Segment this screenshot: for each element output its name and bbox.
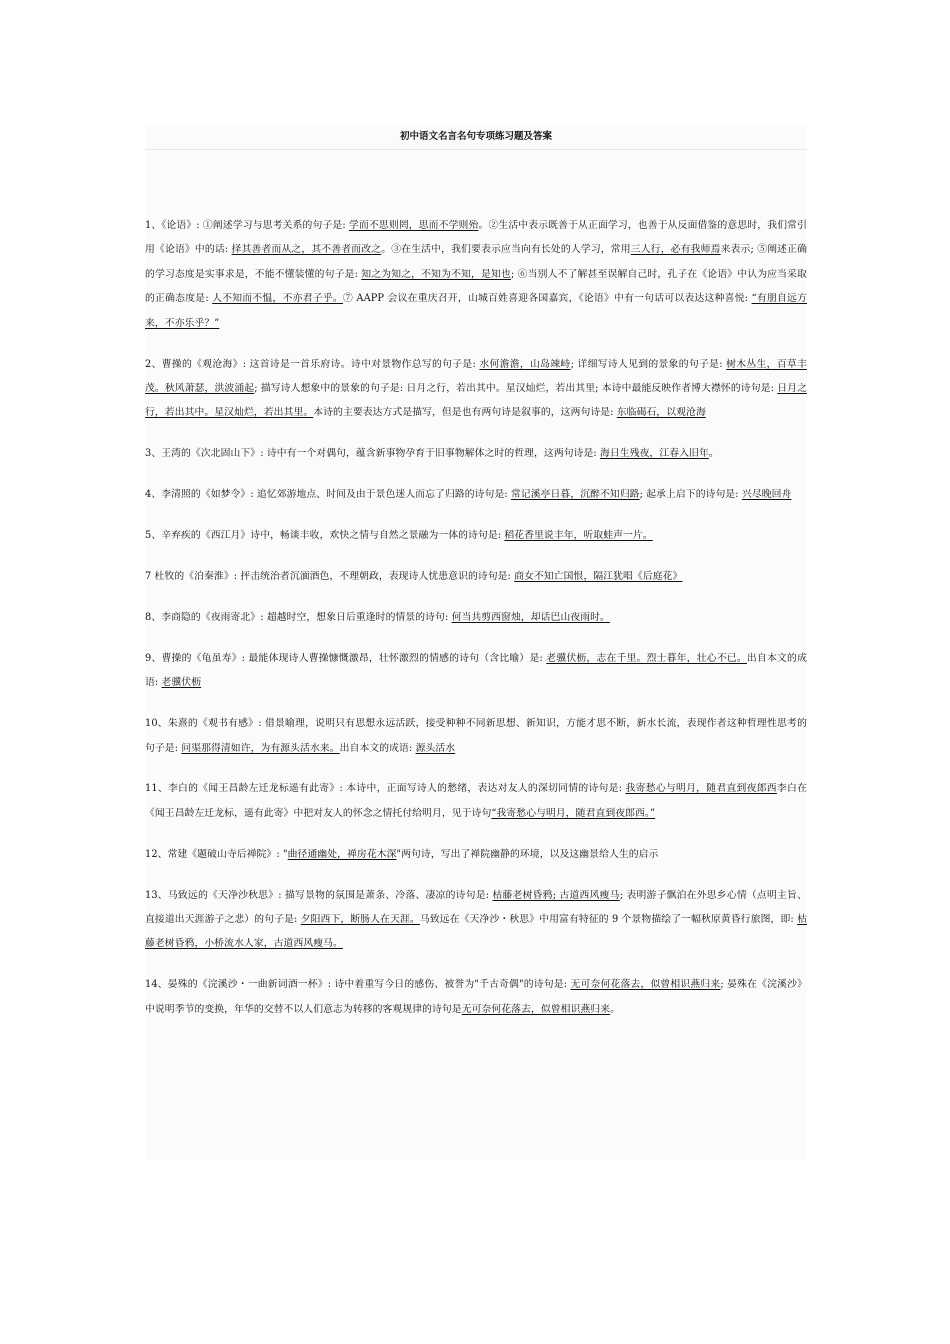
question-text: 。 [610, 1003, 621, 1015]
paragraph-q13 [145, 884, 807, 957]
paragraph-q12 [145, 843, 807, 867]
paragraph-q11 [145, 777, 807, 826]
question-text: 13、马致远的《天净沙秋思》: 描写景物的氛围是萧条、冷落、凄凉的诗句是: [145, 889, 493, 901]
document-page [145, 125, 807, 1160]
answer-text: “有朋自远方来，不亦乐乎？” [145, 293, 808, 329]
question-text: ⑦ AAPP 会议在重庆召开，山城百姓喜迎各国嘉宾，《论语》中有一句话可以表达这种喜悦: [342, 293, 752, 305]
question-text: 马致远在《天净沙・秋思》中用富有特征的 9 个景物描绘了一幅秋原黄昏行旅图，即: [419, 914, 798, 926]
paragraph-q14 [145, 973, 807, 1022]
answer-text: 夕阳西下，断肠人在天涯。 [300, 914, 420, 926]
question-text: 8、李商隐的《夜雨寄北》: 超越时空，想象日后重逢时的情景的诗句: [145, 611, 452, 623]
question-text: 14、晏殊的《浣溪沙・一曲新词酒一杯》: 诗中着重写今日的感伤、被誉为"千古奇偶"的诗句是: [145, 979, 571, 991]
answer-text: 日月之行，若出其中。星汉灿烂，若出其里。 [145, 382, 807, 419]
question-text: 4、李清照的《如梦令》: 追忆郊游地点、时间及由于景色迷人而忘了归路的诗句是: [145, 489, 511, 501]
answer-text: 东临碣石，以观沧海 [616, 407, 706, 419]
answer-text: “我寄愁心与明月，随君直到夜郎西。” [491, 807, 656, 819]
answer-text: 枯藤老树昏鸦，小桥流水人家，古道西风瘦马。 [145, 914, 807, 950]
question-text: ; 描写诗人想象中的景象的句子是: 日月之行，若出其中。星汉灿烂，若出其里; 本诗中最能反映作者博大襟怀的诗句是: [254, 382, 778, 394]
answer-text: 无可奈何花落去，似曾相识燕归来 [461, 1003, 611, 1015]
document-title: 初中语文名言名句专项练习题及答案 [145, 125, 807, 150]
answer-text: 何当共剪西窗烛，却话巴山夜雨时。 [451, 611, 610, 623]
answer-text: 海日生残夜，江春入旧年 [600, 448, 709, 460]
question-text: 10、朱熹的《观书有感》: 借景喻理，说明只有思想永远活跃，接受种种不同新思想、新知识，方能才思不断，新水长流，表现作者这种哲理性思考的句子是: [145, 718, 807, 754]
paragraph-q1 [145, 214, 807, 336]
question-text: 9、曹操的《龟虽寿》: 最能体现诗人曹操慷慨激昂，壮怀激烈的情感的诗句（含比喻）是: [145, 652, 547, 664]
answer-text: 人不知而不愠，不亦君子乎。 [212, 293, 343, 305]
answer-text: 学而不思则罔，思而不学则殆 [349, 220, 479, 231]
question-text: ; 表明游子飘泊在外思乡心情（点明主旨、直接道出天涯游子之悲）的句子是: [145, 889, 807, 926]
answer-text: 三人行，必有我师焉 [630, 244, 721, 256]
answer-text: 择其善者而从之，其不善者而改之 [231, 244, 382, 256]
question-text: ; 晏殊在《浣溪沙》中说明季节的变换，年华的交替不以人们意志为转移的客观规律的诗句是 [145, 979, 808, 1015]
question-text: 。 [708, 448, 719, 460]
question-text: 5、辛弃疾的《西江月》诗中，畅谈丰收，欢快之情与自然之景融为一体的诗句是: [145, 530, 505, 542]
answer-text: 兴尽晚回舟 [741, 489, 792, 501]
question-text: 出自本文的成语: [145, 652, 807, 689]
question-text: "两句诗，写出了禅院幽静的环境，以及这幽景给人生的启示 [396, 848, 659, 860]
question-text: 7 杜牧的《泊秦淮》: 抨击统治者沉湎酒色，不理朝政，表现诗人忧患意识的诗句是: [145, 570, 515, 582]
answer-text: 树木丛生，百草丰茂。秋风萧瑟，洪波涌起 [145, 358, 807, 394]
question-text: 来表示; ⑤阐述正确的学习态度是实事求是，不能不懂装懂的句子是: [145, 244, 808, 280]
answer-text: 源头活水 [415, 742, 456, 754]
answer-text: 知之为知之，不知为不知，是知也 [361, 268, 511, 280]
paragraph-q2 [145, 353, 807, 426]
question-text: ; ⑥当别人不了解甚至误解自己时，孔子在《论语》中认为应当采取的正确态度是: [145, 268, 808, 305]
answer-text: 老骥伏枥 [161, 677, 202, 689]
question-text: 12、常建《题破山寺后禅院》: " [145, 848, 288, 860]
document-body [145, 150, 807, 1022]
paragraph-q4 [145, 483, 807, 507]
answer-text: 稻花香里说丰年，听取蛙声一片。 [504, 530, 653, 542]
answer-text: 常记溪亭日暮，沉醉不知归路 [510, 489, 640, 501]
question-text: 出自本文的成语: [339, 742, 416, 754]
paragraph-q7 [145, 565, 807, 589]
answer-text: 曲径通幽处，禅房花木深 [287, 848, 397, 860]
question-text: 1、《论语》: ①阐述学习与思考关系的句子是: [145, 220, 350, 231]
question-text: 11、李白的《闻王昌龄左迁龙标遥有此寄》: 本诗中，正面写诗人的愁绪，表达对友人的深切同情的诗句是: [145, 783, 626, 795]
paragraph-q3 [145, 442, 807, 466]
answer-text: 枯藤老树昏鸦; 古道西风瘦马 [492, 889, 620, 901]
answer-text: 问渠那得清如许，为有源头活水来。 [181, 742, 340, 754]
question-text: 本诗的主要表达方式是描写，但是也有两句诗是叙事的，这两句诗是: [313, 407, 617, 419]
question-text: 2、曹操的《观沧海》: 这首诗是一首乐府诗。诗中对景物作总写的句子是: [145, 358, 480, 370]
paragraph-q9 [145, 647, 807, 696]
question-text: 。③在生活中，我们要表示应当向有长处的人学习，常用 [381, 244, 631, 256]
answer-text: 商女不知亡国恨，隔江犹唱《后庭花》 [514, 570, 683, 582]
paragraph-q8 [145, 606, 807, 630]
answer-text: 水何澹澹，山岛竦峙 [479, 358, 571, 370]
answer-text: 老骥伏枥，志在千里。烈士暮年，壮心不已。 [546, 652, 747, 664]
paragraph-q10 [145, 712, 807, 761]
answer-text: 我寄愁心与明月，随君直到夜郎西 [625, 783, 777, 795]
question-text: ; 起承上启下的诗句是: [639, 489, 742, 501]
question-text: ; 详细写诗人见到的景象的句子是: [570, 358, 727, 370]
question-text: 3、王湾的《次北固山下》: 诗中有一个对偶句，蕴含新事物孕育于旧事物解体之时的哲理，这两句诗是: [145, 448, 601, 460]
paragraph-q5 [145, 524, 807, 548]
answer-text: 无可奈何花落去，似曾相识燕归来 [570, 979, 721, 991]
question-text: 。②生活中表示既善于从正面学习，也善于从反面借鉴的意思时，我们常引用《论语》中的话: [145, 220, 807, 256]
question-text: 李白在《闻王昌龄左迁龙标，遥有此寄》中把对友人的怀念之情托付给明月，见于诗句 [145, 783, 807, 819]
